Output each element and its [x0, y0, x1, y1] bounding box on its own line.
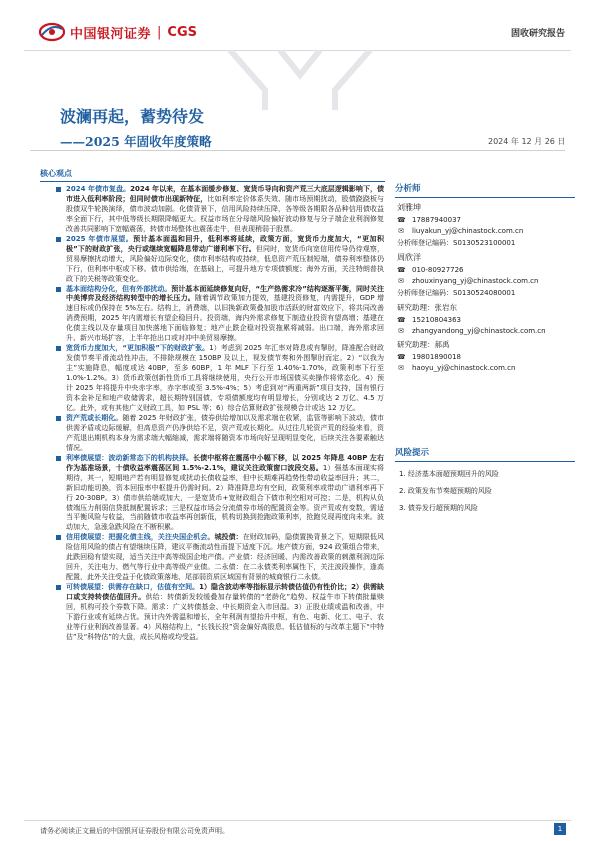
email-address[interactable]: zhangyandong_yj@chinastock.com.cn: [412, 327, 546, 335]
bullet-icon: [56, 187, 61, 192]
email-address[interactable]: haoyu_yj@chinastock.com.cn: [412, 364, 516, 372]
bullet-icon: [56, 287, 61, 292]
risk-warning-box: [395, 446, 575, 513]
report-type: 固收研究报告: [510, 29, 565, 39]
report-date: 2024 年 12 月 26 日: [488, 137, 566, 146]
paragraph-bold: 预计基本面温和回升，低利率将延续，政策方面，宽货币力度加大，“更加积极”下的财政扩张，央行或继续宽幅降息带动广谱利率下行。: [66, 234, 384, 253]
assistant-phone: [397, 316, 575, 324]
paragraph-lead: 2025 年债市展望。: [66, 234, 134, 243]
assistant-email[interactable]: [397, 327, 575, 335]
analyst-phone: [397, 266, 575, 274]
paragraph-text: 1）考虑到 2025 年汇率对降息或有掣肘，降准配合财政发债节奏平滑流动性冲击，不排除规模在 150BP 及以上，视发债节奏和外围掣肘而定。2）“以我为主”实施降息，幅度或达 40BP，至多 60BP，1 年 MLF 下行至 1.40%-1.70%，政策利率下行至 1.0%-1.2%。3）货币政策创新性货币工具将继续使用，央行公开市场国债买卖操作将常态化。4）预计 2025 年将提升中央赤字率，赤字率或至 3.5%-4%；5）考虑到对“两重两新”项目支持，国有银行资本金补足和地产收储需求，超长期特别国债、专项债额度均有明显增长，分别或达 2 万亿、4.5 万亿。此外，或有其他广义财政工具，如 PSL 等；6）综合估算财政扩张规模合计或达 12 万亿。: [66, 344, 385, 412]
title-divider: [30, 150, 565, 151]
email-icon: ✉: [398, 327, 404, 335]
section-heading: 核心观点: [40, 169, 72, 178]
bullet-icon: [56, 535, 61, 540]
analyst-registration: 分析师登记编码：S0130523100001: [397, 239, 516, 247]
phone-number: 17887940037: [412, 216, 461, 224]
email-icon: ✉: [398, 277, 404, 285]
viewpoint-paragraph: [66, 185, 384, 235]
paragraph-text: 比如利率定价体系失效、随市场预期扰动，股债跷跷板与股债双牛轮换演绎，债市波动加剧。化债背景下，信用风险持续压降，各等级各期限各品种信用债收益率全面下行，其中低等级长期限降幅更大。权益市场在分母端风险偏好波动修复与分子端企业利润修复改善共同影响下宽幅震荡，转债市场整体也震荡走牛，但表现稍弱于股票。: [66, 194, 385, 233]
analyst-name: 周欣洋: [397, 253, 421, 262]
phone-number: 010-80927726: [412, 266, 464, 274]
bullet-icon: [56, 585, 61, 590]
core-viewpoints: [66, 185, 384, 643]
footer-divider: [24, 820, 571, 821]
paragraph-bold: 2024 年以来，在基本面缓步修复、宽货币导向和资产荒三大底层逻辑影响下，债市进入低利率阶段；但同时债市出现新特征，: [66, 185, 384, 203]
email-icon: ✉: [398, 364, 404, 372]
paragraph-text: 1）强基本面现实将期待，其一，短期地产若有明显修复或扰动长债收益率，但中长期难再趋势性带动收益率回升；其二，新旧动能切换，资本回报率中枢提升仍需时间。2）降准降息均有空间，政策利率或带动广谱利率再下行 20-30BP。3）债市供给端或加大，一是宽货币+宽财政组合下债市利空相对可控；二是，机构从负债端压力削弱信贷抵制配置诉求；三是权益市场会分流债券市场的配置资金等。资产荒或有变数，需适当平衡风险与收益，当前随债市收益率再创新低，机构切换到抢跑政策利率，抢跑兑现再度向未来。波动加大，急涨急跌风险在不断积累。: [66, 463, 384, 532]
viewpoint-paragraph: [66, 235, 384, 285]
page-number: 1: [554, 823, 566, 835]
risk-item: 1. 经济基本面超预期回升的风险: [399, 470, 499, 478]
phone-number: 19801890018: [412, 353, 461, 361]
assistant-role: 研究助理：郝禹: [397, 340, 450, 349]
section-underline: [40, 181, 385, 182]
decorative-building-graphic: [210, 50, 390, 110]
viewpoint-paragraph: [66, 344, 384, 414]
paragraph-lead: 宽货币力度加大，“更加积极”下的财政扩张。: [66, 344, 210, 353]
phone-number: 15210804363: [412, 316, 461, 324]
paragraph-text: 随着调节政策加力提效，基建投资修复，内需提升，GDP 增速目标或仍保持在 5%左右。结构上，消费端，以旧换新政策叠加股市活跃的财富效应下，将共同改善消费预期，2025 年内需增长有望企稳回升。投资端，海内外需求修复下制造业投资有望高增；基建在化债主线以及存量项目加快落地下面临修复；地产止跌企稳对投资拖累将减弱。出口端，海外需求回升、新兴市场扩容，上半年抢出口或对冲中美贸易摩擦。: [66, 294, 384, 343]
logo-cgs: CGS: [167, 24, 197, 40]
phone-icon: ☎: [397, 266, 406, 274]
risk-item: 2. 政策发布节奏超预期的风险: [399, 487, 492, 495]
analyst-sidebar: [395, 182, 575, 375]
paragraph-bold: 城投债：: [214, 533, 243, 542]
galaxy-logo-icon: [38, 21, 66, 43]
phone-icon: ☎: [397, 216, 406, 224]
viewpoint-paragraph: [66, 285, 384, 345]
logo-text: 中国银河证券: [70, 26, 152, 42]
assistant-phone: [397, 353, 575, 361]
phone-icon: ☎: [397, 353, 406, 361]
paragraph-bold: 1）隐含波动率等指标显示转债估值仍有性价比；2）供需缺口或支持转债估值回升。: [66, 583, 384, 602]
analyst-name: 刘雅坤: [397, 203, 421, 212]
paragraph-text: 在财政加码，隐债置换背景之下，短期限低风险信用风险的债占有望继续压降，建议平衡流动性而提下适度下沉。地产债方面，924 政策组合带来，此跌回稳有望实现，适当关注中高等级国企地产债。产业债：经济回暖、内需改善政策的刺激利润边际回升，关注电力、燃气等行业中高等级产业债。二永债：在二永债类利率属性下，关注波段操作，逢高配置，此外关注受益于化债政策落地、尾部弱资质区域国有背景的城商银行二永债。: [66, 533, 385, 582]
paragraph-bold: 预计基本面延续修复向好，“生产热需求冷”结构逐渐平衡，同时关注中美博弈及经济结构转型中的增长压力。: [66, 284, 384, 303]
logo-separator: |: [157, 24, 162, 40]
bullet-icon: [56, 416, 61, 421]
analyst-phone: [397, 216, 575, 224]
analyst-email[interactable]: [397, 227, 575, 235]
email-icon: ✉: [398, 227, 404, 235]
email-address[interactable]: liuyakun_yj@chinastock.com.cn: [412, 227, 524, 235]
risk-item: 3. 债券发行超预期的风险: [399, 504, 478, 512]
bullet-icon: [56, 456, 61, 461]
risk-heading: 风险提示: [395, 446, 575, 462]
paragraph-lead: 可转债展望：供需存在缺口，估值有空间。: [66, 583, 200, 592]
phone-icon: ☎: [397, 316, 406, 324]
bullet-icon: [56, 346, 61, 351]
paragraph-text: 供给：转债新发较缓叠加存量转债的“老龄化”趋势、权益牛市下转债批量赎回，机构可投个券数下降。需求：广义转债基金、中长期资金入市回温。3）正股业绩或温和改善，中下游行业或有延续占优。预计内外需温和增长，全年利润有望抬升中枢，有色、电新、化工、电子、农业等行业利润改善显著。4）风格结构上，“长钱长投”资金偏好高股息、低估值标的与改革主题下“中特估”及“科特估”的大盘，成长风格或均受益。: [66, 593, 384, 641]
paragraph-lead: 基本面结构分化，但有外部扰动。: [66, 284, 172, 293]
paragraph-lead: 资产荒或长期化。: [66, 413, 123, 422]
paragraph-text: 但同时，宽货币向宽信用传导仍待观察，贸易摩擦扰动增大，风险偏好边际变化，债市利率结构或持续，低息资产荒压制短端，债券利率整体仍下行，但利率中枢或下移。债市供给端，在基础上，可提升地方专项债额度；海外方面，关注特朗普执政下的关税等政策变化。: [66, 244, 385, 283]
paragraph-bold: 长债中枢将在震荡中小幅下移，以 2025 年降息 40BP 左右作为基准场景，十债收益率震荡区间 1.5%-2.1%，建议关注政策窗口波段交易。: [66, 453, 384, 472]
analyst-heading: 分析师: [395, 182, 575, 198]
company-logo: [38, 18, 197, 46]
viewpoint-paragraph: [66, 414, 384, 454]
viewpoint-paragraph: [66, 454, 384, 534]
assistant-email[interactable]: [397, 364, 575, 372]
report-title: 波澜再起，蓄势待发: [60, 107, 205, 126]
email-address[interactable]: zhouxinyang_yj@chinastock.com.cn: [412, 277, 539, 285]
report-subtitle: ——2025 年固收年度策略: [60, 134, 212, 149]
paragraph-text: 随着 2025 年财政扩张，债券供给增加以及需求端在收紧，监管等影响下波动，债市供需矛盾或边际缓解，但高息资产仍净供给不足，资产荒或长期化。从过往几轮资产荒的经验来看，资产荒退出期机构本身为需求端大幅缩减，需求端将随资本市场向好呈现明显变化，后续关注各要素触达情况。: [66, 413, 385, 452]
assistant-role: 研究助理：张岩东: [397, 303, 457, 312]
footer-disclaimer: 请务必阅读正文最后的中国银河证券股份有限公司免责声明。: [40, 827, 229, 835]
analyst-registration: 分析师登记编码：S0130524080001: [397, 289, 516, 297]
viewpoint-paragraph: [66, 583, 384, 643]
paragraph-lead: 利率债展望：波动新常态下的机构抉择。: [66, 453, 194, 462]
viewpoint-paragraph: [66, 533, 384, 583]
analyst-email[interactable]: [397, 277, 575, 285]
paragraph-lead: 2024 年债市复盘。: [66, 185, 131, 193]
bullet-icon: [56, 237, 61, 242]
paragraph-lead: 信用债展望：把握化债主线，关注央国企机会。: [66, 533, 215, 542]
